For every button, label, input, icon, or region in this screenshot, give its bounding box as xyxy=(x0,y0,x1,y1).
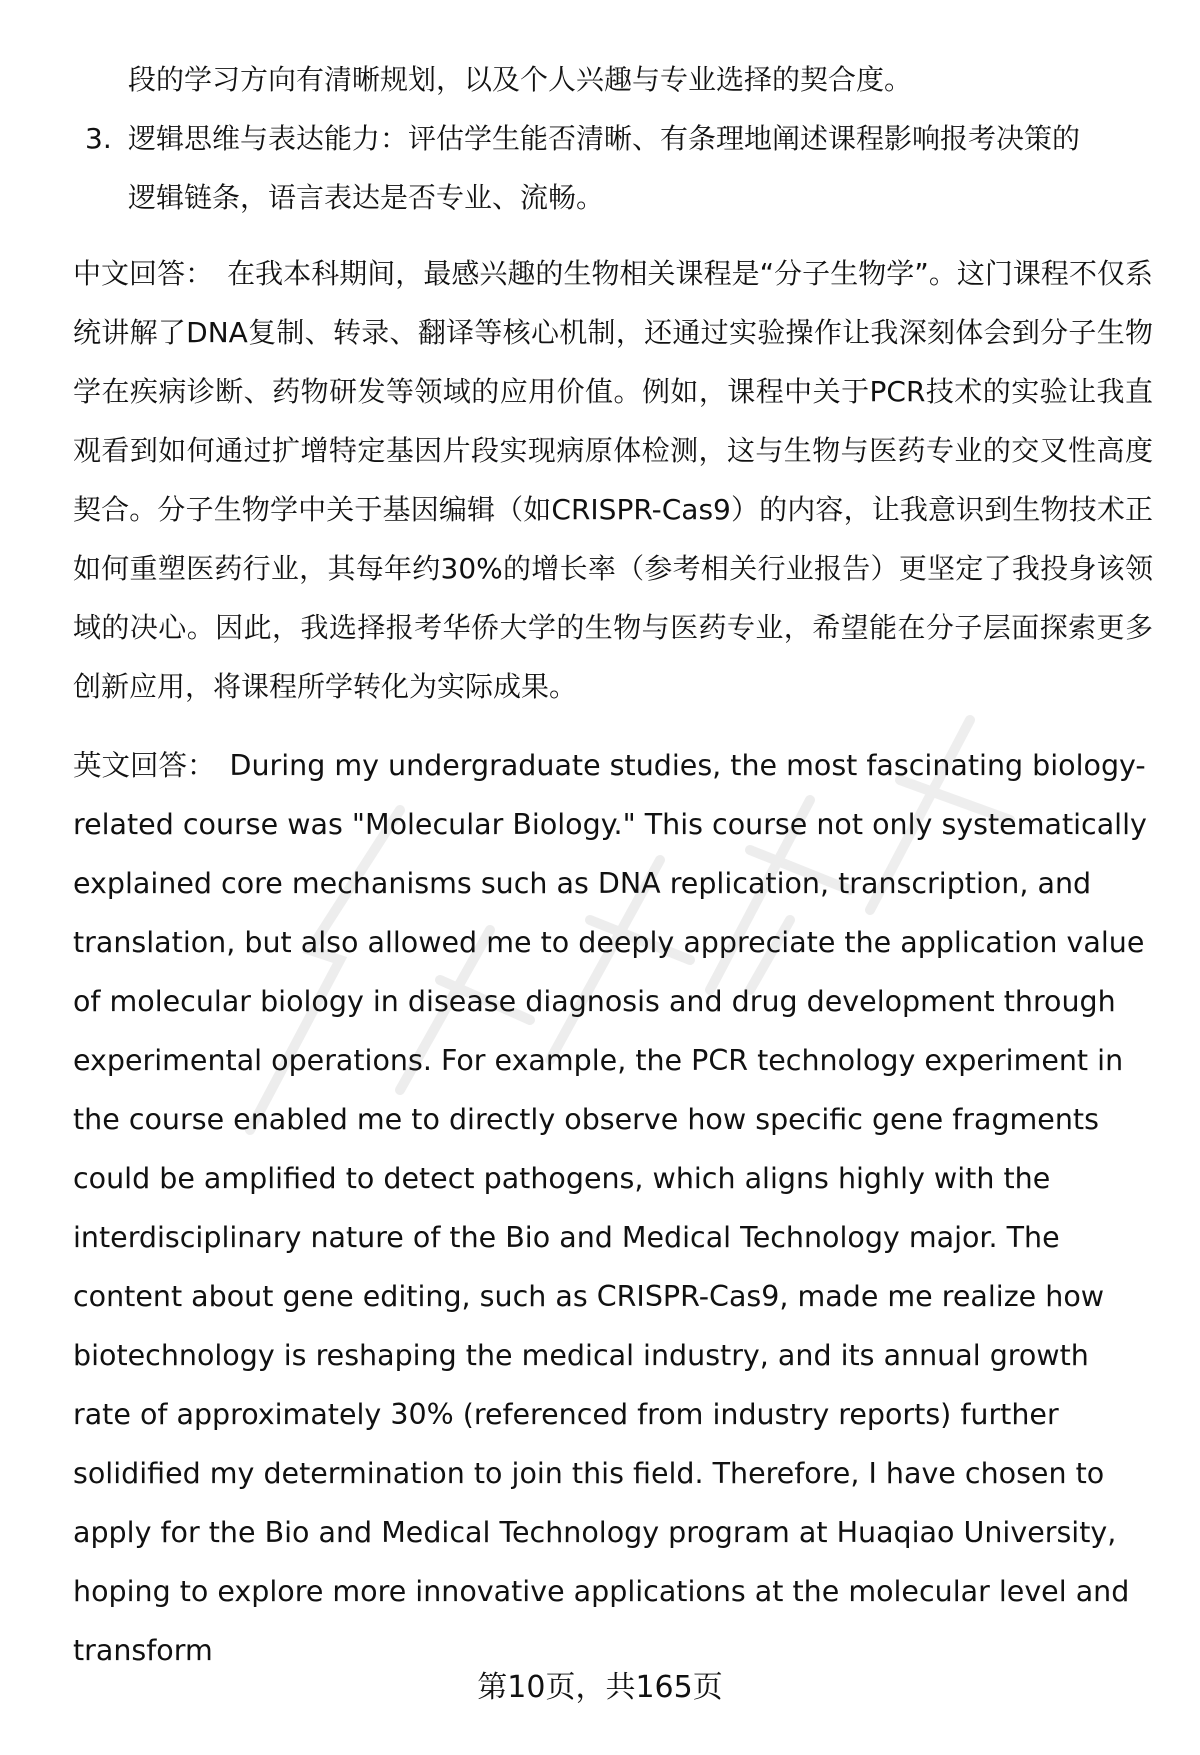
english-answer-text: During my undergraduate studies, the most fascinating biology-related course was "Molecular Biology." This course not only systematically explained core mechanisms such as DNA replication, transcription, and translation, but also allowed me to deeply appreciate the application value of molecular biology in disease diagnosis and drug development through experimental operations. For example, the PCR technology experiment in the course enabled me to directly observe how specific gene fragments could be amplified to detect pathogens, which aligns highly with the interdisciplinary nature of the Bio and Medical Technology major. The content about gene editing, such as CRISPR-Cas9, made me realize how biotechnology is reshaping the medical industry, and its annual growth rate of approximately 30% (referenced from industry reports) further solidified my determination to join this field. Therefore, I have chosen to apply for the Bio and Medical Technology program at Huaqiao University, hoping to explore more innovative applications at the molecular level and transform xyxy=(73,749,1147,1667)
english-answer-label: 英文回答： xyxy=(73,749,216,782)
list-item-line-1: 逻辑思维与表达能力：评估学生能否清晰、有条理地阐述课程影响报考决策的 xyxy=(128,122,1081,155)
chinese-answer-label: 中文回答： xyxy=(73,257,214,290)
page-number-footer: 第10页，共165页 xyxy=(477,1670,723,1705)
chinese-answer-paragraph xyxy=(73,244,1153,716)
list-item-line-2: 逻辑链条，语言表达是否专业、流畅。 xyxy=(128,181,605,214)
list-continuation-line: 段的学习方向有清晰规划，以及个人兴趣与专业选择的契合度。 xyxy=(128,63,913,96)
document-body xyxy=(73,50,1153,1680)
list-item-3 xyxy=(73,109,1153,227)
english-answer-paragraph xyxy=(73,736,1153,1680)
list-number: 3. xyxy=(85,122,112,155)
chinese-answer-text: 在我本科期间，最感兴趣的生物相关课程是“分子生物学”。这门课程不仅系统讲解了DNA复制、转录、翻译等核心机制，还通过实验操作让我深刻体会到分子生物学在疾病诊断、药物研发等领域的应用价值。例如，课程中关于PCR技术的实验让我直观看到如何通过扩增特定基因片段实现病原体检测，这与生物与医药专业的交叉性高度契合。分子生物学中关于基因编辑（如CRISPR-Cas9）的内容，让我意识到生物技术正如何重塑医药行业，其每年约30%的增长率（参考相关行业报告）更坚定了我投身该领域的决心。因此，我选择报考华侨大学的生物与医药专业，希望能在分子层面探索更多创新应用，将课程所学转化为实际成果。 xyxy=(73,257,1153,703)
